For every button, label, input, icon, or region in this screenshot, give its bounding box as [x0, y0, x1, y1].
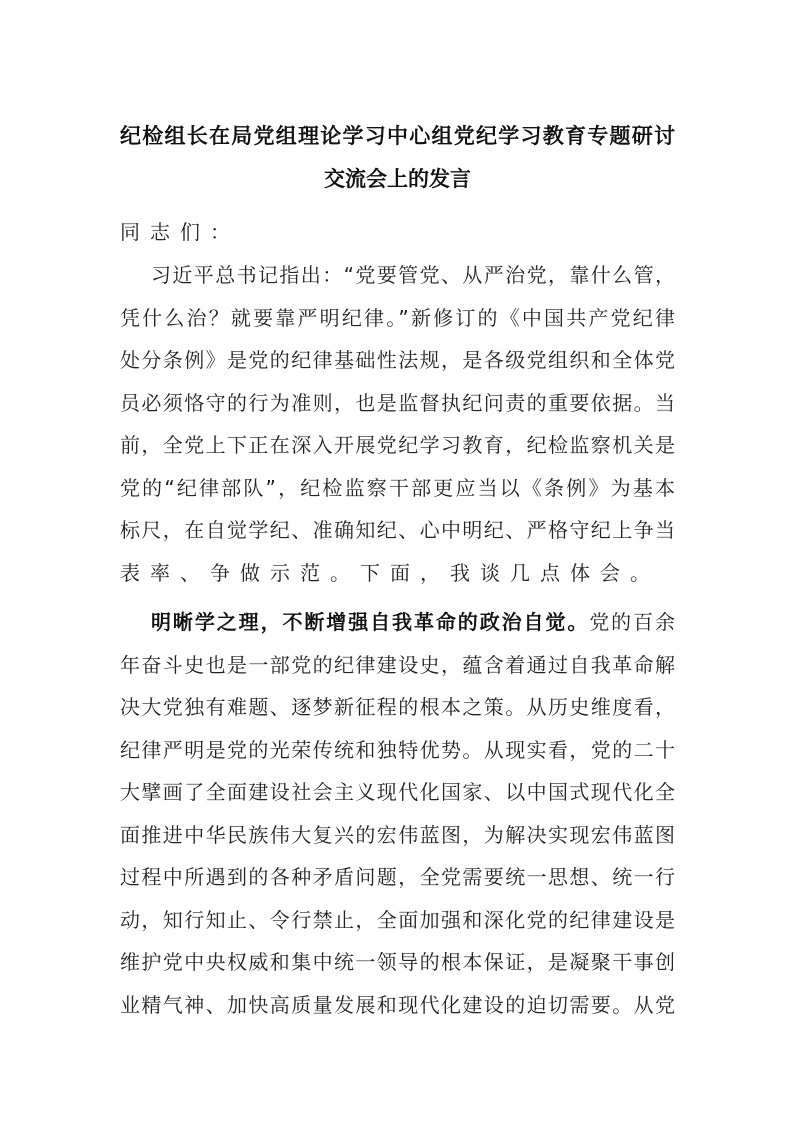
paragraph-2-first-line [120, 601, 675, 644]
title-line-2: 交流会上的发言 [324, 167, 471, 191]
paragraph-2-line: 过程中所遇到的各种矛盾问题，全党需要统一思想、统一行 [120, 865, 675, 889]
title-line-1: 纪检组长在局党组理论学习中心组党纪学习教育专题研讨 [120, 124, 675, 148]
paragraph-2-line: 维护党中央权威和集中统一领导的根本保证，是凝聚干事创 [120, 950, 675, 974]
paragraph-2-line: 纪律严明是党的光荣传统和独特优势。从现实看，党的二十 [120, 737, 675, 762]
paragraph-1-line: 处分条例》是党的纪律基础性法规，是各级党组织和全体党 [120, 348, 675, 372]
paragraph-1-line: 表率、争做示范。下面，我谈几点体会。 [120, 560, 660, 585]
paragraph-2 [120, 601, 675, 1026]
paragraph-1-line: 标尺，在自觉学纪、准确知纪、心中明纪、严格守纪上争当 [120, 518, 675, 542]
paragraph-2-line: 年奋斗史也是一部党的纪律建设史，蕴含着通过自我革命解 [120, 652, 675, 677]
paragraph-1 [120, 254, 675, 594]
paragraph-2-line: 面推进中华民族伟大复兴的宏伟蓝图，为解决实现宏伟蓝图 [120, 822, 675, 847]
paragraph-2-line: 大擘画了全面建设社会主义现代化国家、以中国式现代化全 [120, 780, 675, 804]
greeting-text: 同志们： [120, 220, 240, 244]
paragraph-1-line: 员必须恪守的行为准则，也是监督执纪问责的重要依据。当 [120, 390, 675, 415]
greeting [120, 211, 675, 254]
paragraph-1-line: 党的“纪律部队”，纪检监察干部更应当以《条例》为基本 [120, 475, 675, 500]
paragraph-2-first-rest: 党的百余 [589, 610, 676, 634]
section-heading: 明晰学之理，不断增强自我革命的政治自觉。 [151, 610, 590, 634]
paragraph-1-line: 凭什么治？就要靠严明纪律。”新修订的《中国共产党纪律 [120, 305, 675, 330]
paragraph-2-line: 决大党独有难题、逐梦新征程的根本之策。从历史维度看， [120, 695, 675, 719]
paragraph-2-line: 业精气神、加快高质量发展和现代化建设的迫切需要。从党 [120, 992, 675, 1017]
paragraph-1-line: 前，全党上下正在深入开展党纪学习教育，纪检监察机关是 [120, 433, 675, 457]
paragraph-1-line: 习近平总书记指出：“党要管党、从严治党，靠什么管， [151, 263, 675, 287]
paragraph-2-line: 动，知行知止、令行禁止，全面加强和深化党的纪律建设是 [120, 907, 675, 932]
document-title [120, 115, 675, 201]
